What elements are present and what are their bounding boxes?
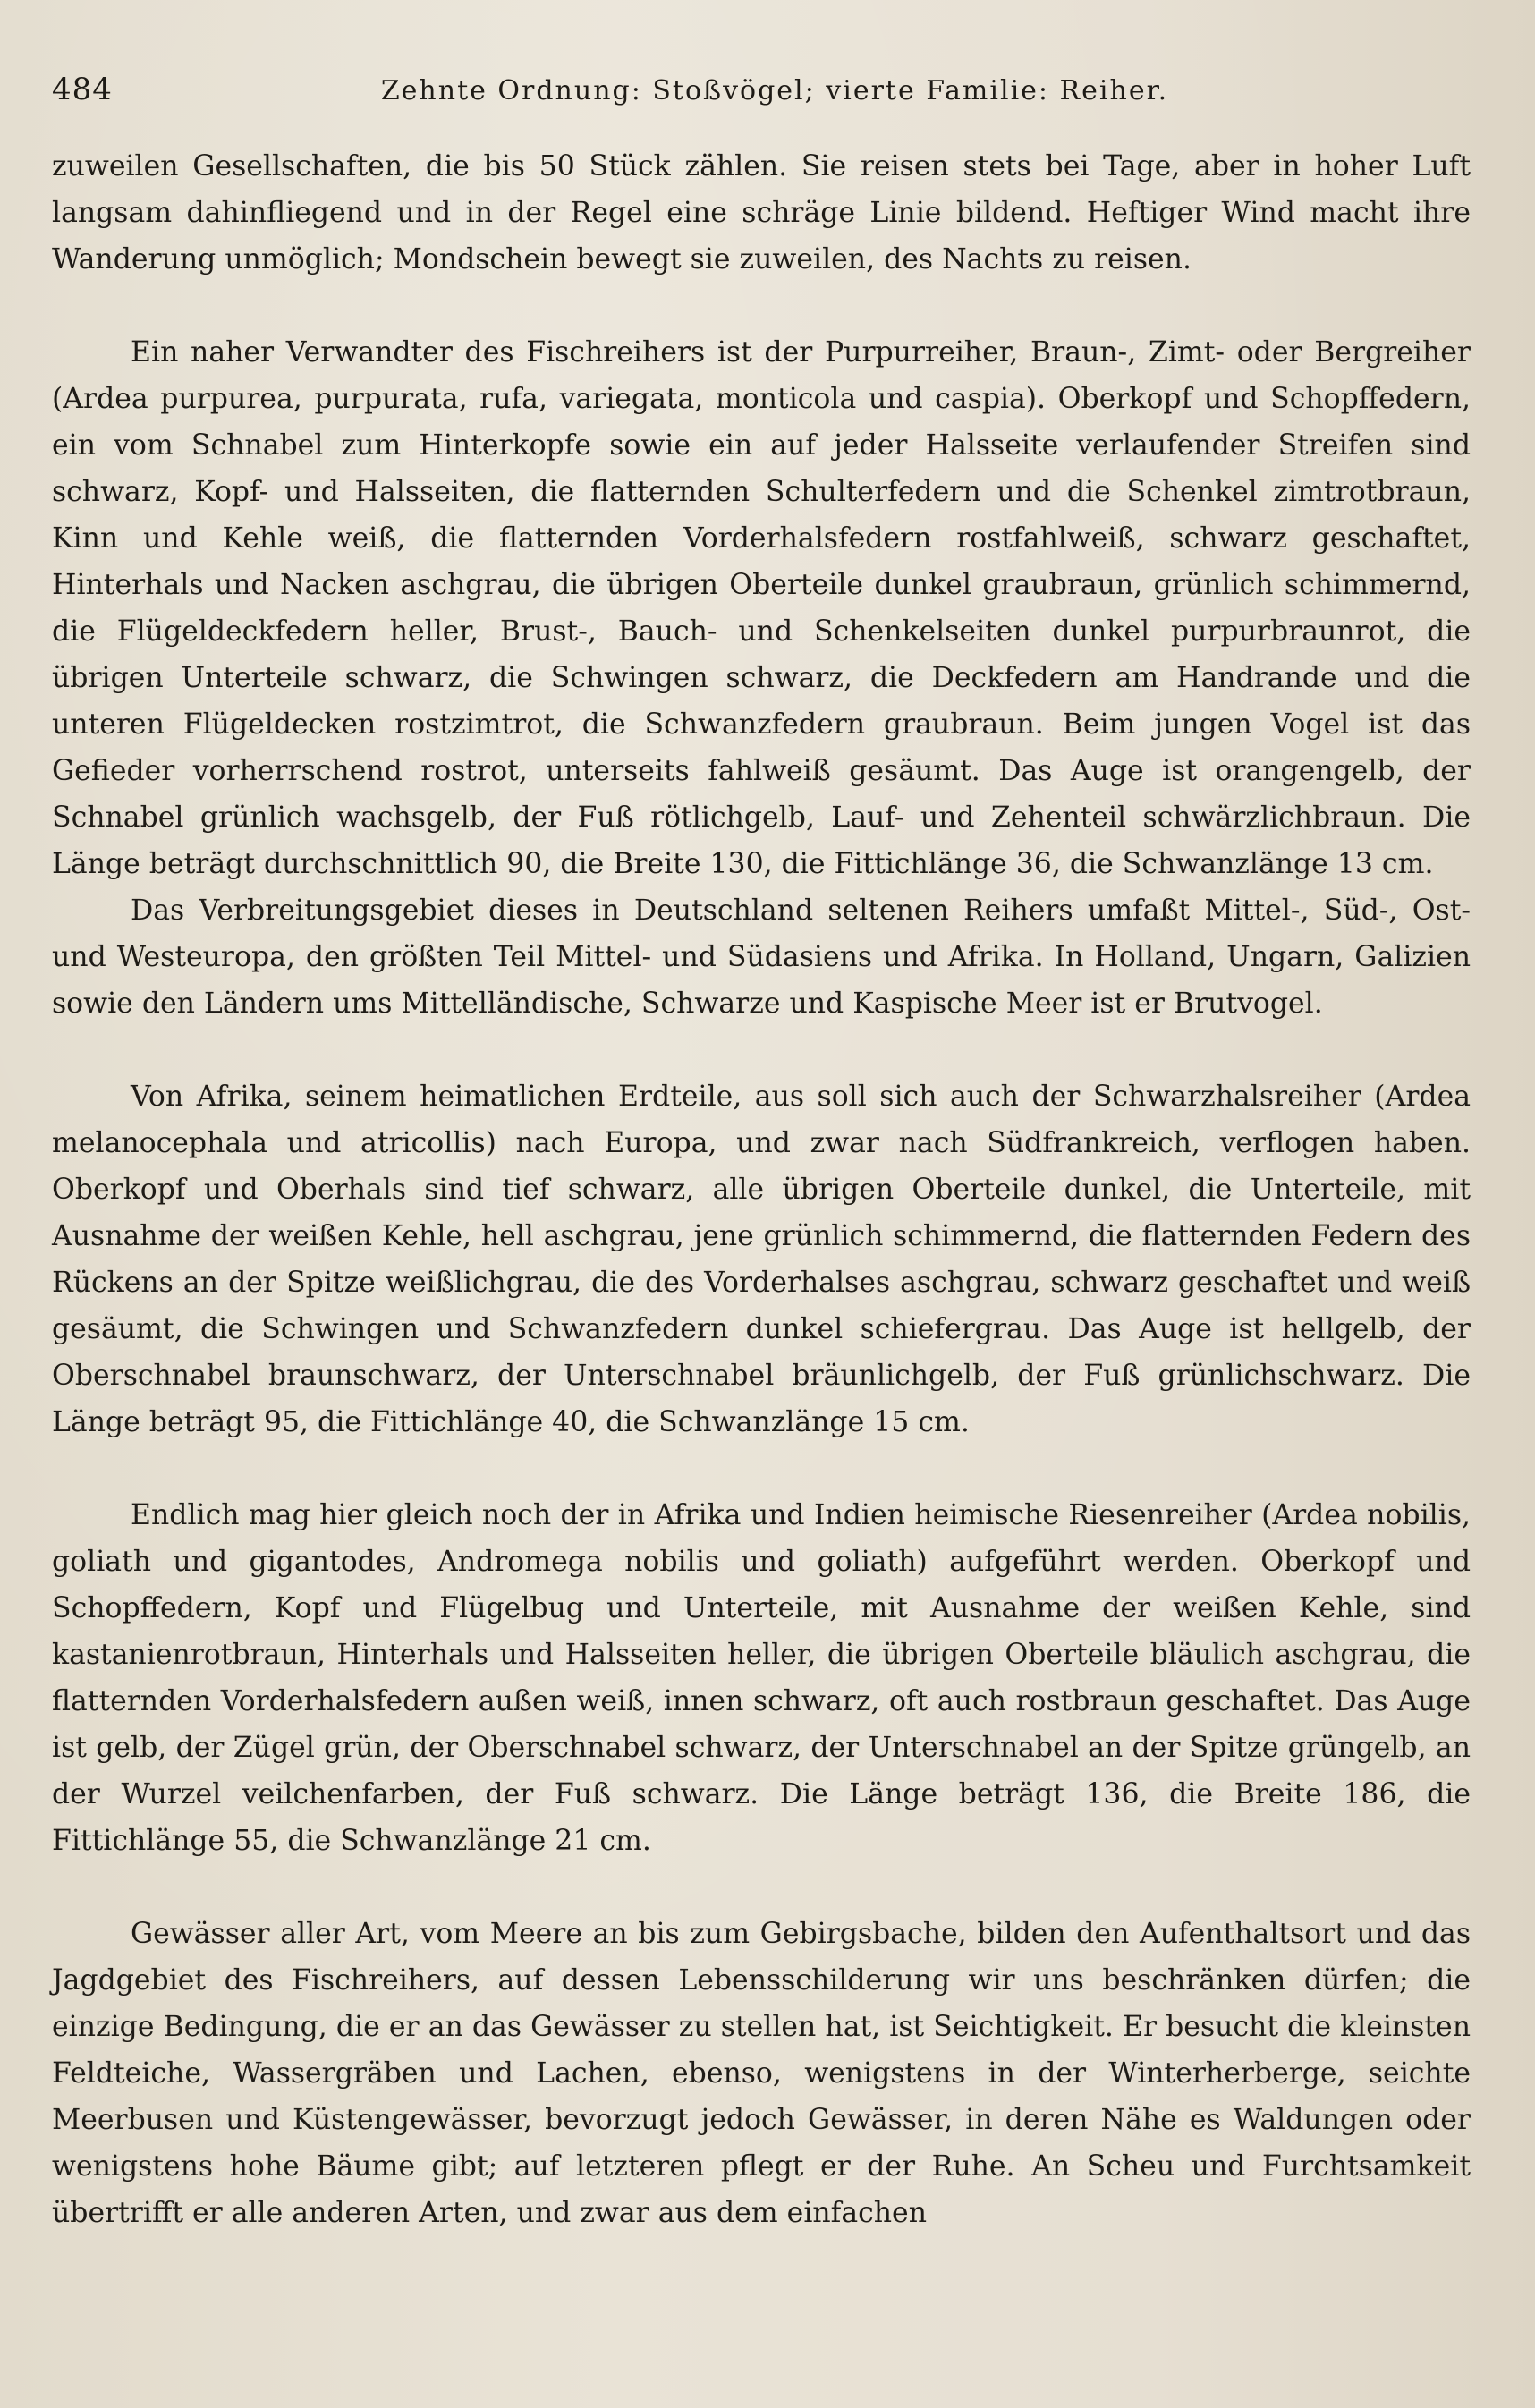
page-number: 484 — [52, 72, 113, 107]
body-text — [52, 143, 1471, 2236]
paragraph-riesenreiher: Endlich mag hier gleich noch der in Afrika und Indien heimische Riesenreiher (Ardea nobilis, goliath und gigantodes, Andromega nobilis und goliath) aufgeführt werden. Oberkopf und Schopffedern, Kopf und Flügelbug und Unterteile, mit Ausnahme der weißen Kehle, sind kastanienrotbraun, Hinterhals und Halsseiten heller, die übrigen Oberteile bläulich aschgrau, die flatternden Vorderhalsfedern außen weiß, innen schwarz, oft auch rostbraun geschaftet. Das Auge ist gelb, der Zügel grün, der Oberschnabel schwarz, der Unterschnabel an der Spitze grüngelb, an der Wurzel veilchenfarben, der Fuß schwarz. Die Länge beträgt 136, die Breite 186, die Fittichlänge 55, die Schwanzlänge 21 cm. — [52, 1499, 1471, 1857]
paragraph-continuation: zuweilen Gesellschaften, die bis 50 Stück zählen. Sie reisen stets bei Tage, aber in hoher Luft langsam dahinfliegend und in der Regel eine schräge Linie bildend. Heftiger Wind macht ihre Wanderung unmöglich; Mondschein bewegt sie zuweilen, des Nachts zu reisen. — [52, 150, 1471, 276]
paragraph-purpurreiher: Ein naher Verwandter des Fischreihers ist der Purpurreiher, Braun-, Zimt- oder Bergreiher (Ardea purpurea, purpurata, rufa, variegata, monticola und caspia). Oberkopf und Schopffedern, ein vom Schnabel zum Hinterkopfe sowie ein auf jeder Halsseite verlaufender Streifen sind schwarz, Kopf- und Halsseiten, die flatternden Schulterfedern und die Schenkel zimtrotbraun, Kinn und Kehle weiß, die flatternden Vorderhalsfedern rostfahlweiß, schwarz geschaftet, Hinterhals und Nacken aschgrau, die übrigen Oberteile dunkel graubraun, grünlich schimmernd, die Flügeldeckfedern heller, Brust-, Bauch- und Schenkelseiten dunkel purpurbraunrot, die übrigen Unterteile schwarz, die Schwingen schwarz, die Deckfedern am Handrande und die unteren Flügeldecken rostzimtrot, die Schwanzfedern graubraun. Beim jungen Vogel ist das Gefieder vorherrschend rostrot, unterseits fahlweiß gesäumt. Das Auge ist orangengelb, der Schnabel grünlich wachsgelb, der Fuß rötlichgelb, Lauf- und Zehenteil schwärzlichbraun. Die Länge beträgt durchschnittlich 90, die Breite 130, die Fittichlänge 36, die Schwanzlänge 13 cm. — [52, 336, 1471, 880]
paragraph-verbreitung: Das Verbreitungsgebiet dieses in Deutschland seltenen Reihers umfaßt Mittel-, Süd-, Ost- und Westeuropa, den größten Teil Mittel- und Südasiens und Afrika. In Holland, Ungarn, Galizien sowie den Ländern ums Mittelländische, Schwarze und Kaspische Meer ist er Brutvogel. — [52, 895, 1471, 1020]
paragraph-schwarzhalsreiher: Von Afrika, seinem heimatlichen Erdteile, aus soll sich auch der Schwarzhalsreiher (Ardea melanocephala und atricollis) nach Europa, und zwar nach Südfrankreich, verflogen haben. Oberkopf und Oberhals sind tief schwarz, alle übrigen Oberteile dunkel, die Unterteile, mit Ausnahme der weißen Kehle, hell aschgrau, jene grünlich schimmernd, die flatternden Federn des Rückens an der Spitze weißlichgrau, die des Vorderhalses aschgrau, schwarz geschaftet und weiß gesäumt, die Schwingen und Schwanzfedern dunkel schiefergrau. Das Auge ist hellgelb, der Oberschnabel braunschwarz, der Unterschnabel bräunlichgelb, der Fuß grünlichschwarz. Die Länge beträgt 95, die Fittichlänge 40, die Schwanzlänge 15 cm. — [52, 1081, 1471, 1438]
paragraph-lebensweise: Gewässer aller Art, vom Meere an bis zum Gebirgsbache, bilden den Aufenthaltsort und das Jagdgebiet des Fischreihers, auf dessen Lebensschilderung wir uns beschränken dürfen; die einzige Bedingung, die er an das Gewässer zu stellen hat, ist Seichtigkeit. Er besucht die kleinsten Feldteiche, Wassergräben und Lachen, ebenso, wenigstens in der Winterherberge, seichte Meerbusen und Küstengewässer, bevorzugt jedoch Gewässer, in deren Nähe es Waldungen oder wenigstens hohe Bäume gibt; auf letzteren pflegt er der Ruhe. An Scheu und Furchtsamkeit übertrifft er alle anderen Arten, und zwar aus dem einfachen — [52, 1918, 1471, 2229]
running-head — [52, 72, 1471, 127]
running-title: Zehnte Ordnung: Stoßvögel; vierte Familie: Reiher. — [380, 75, 1169, 106]
